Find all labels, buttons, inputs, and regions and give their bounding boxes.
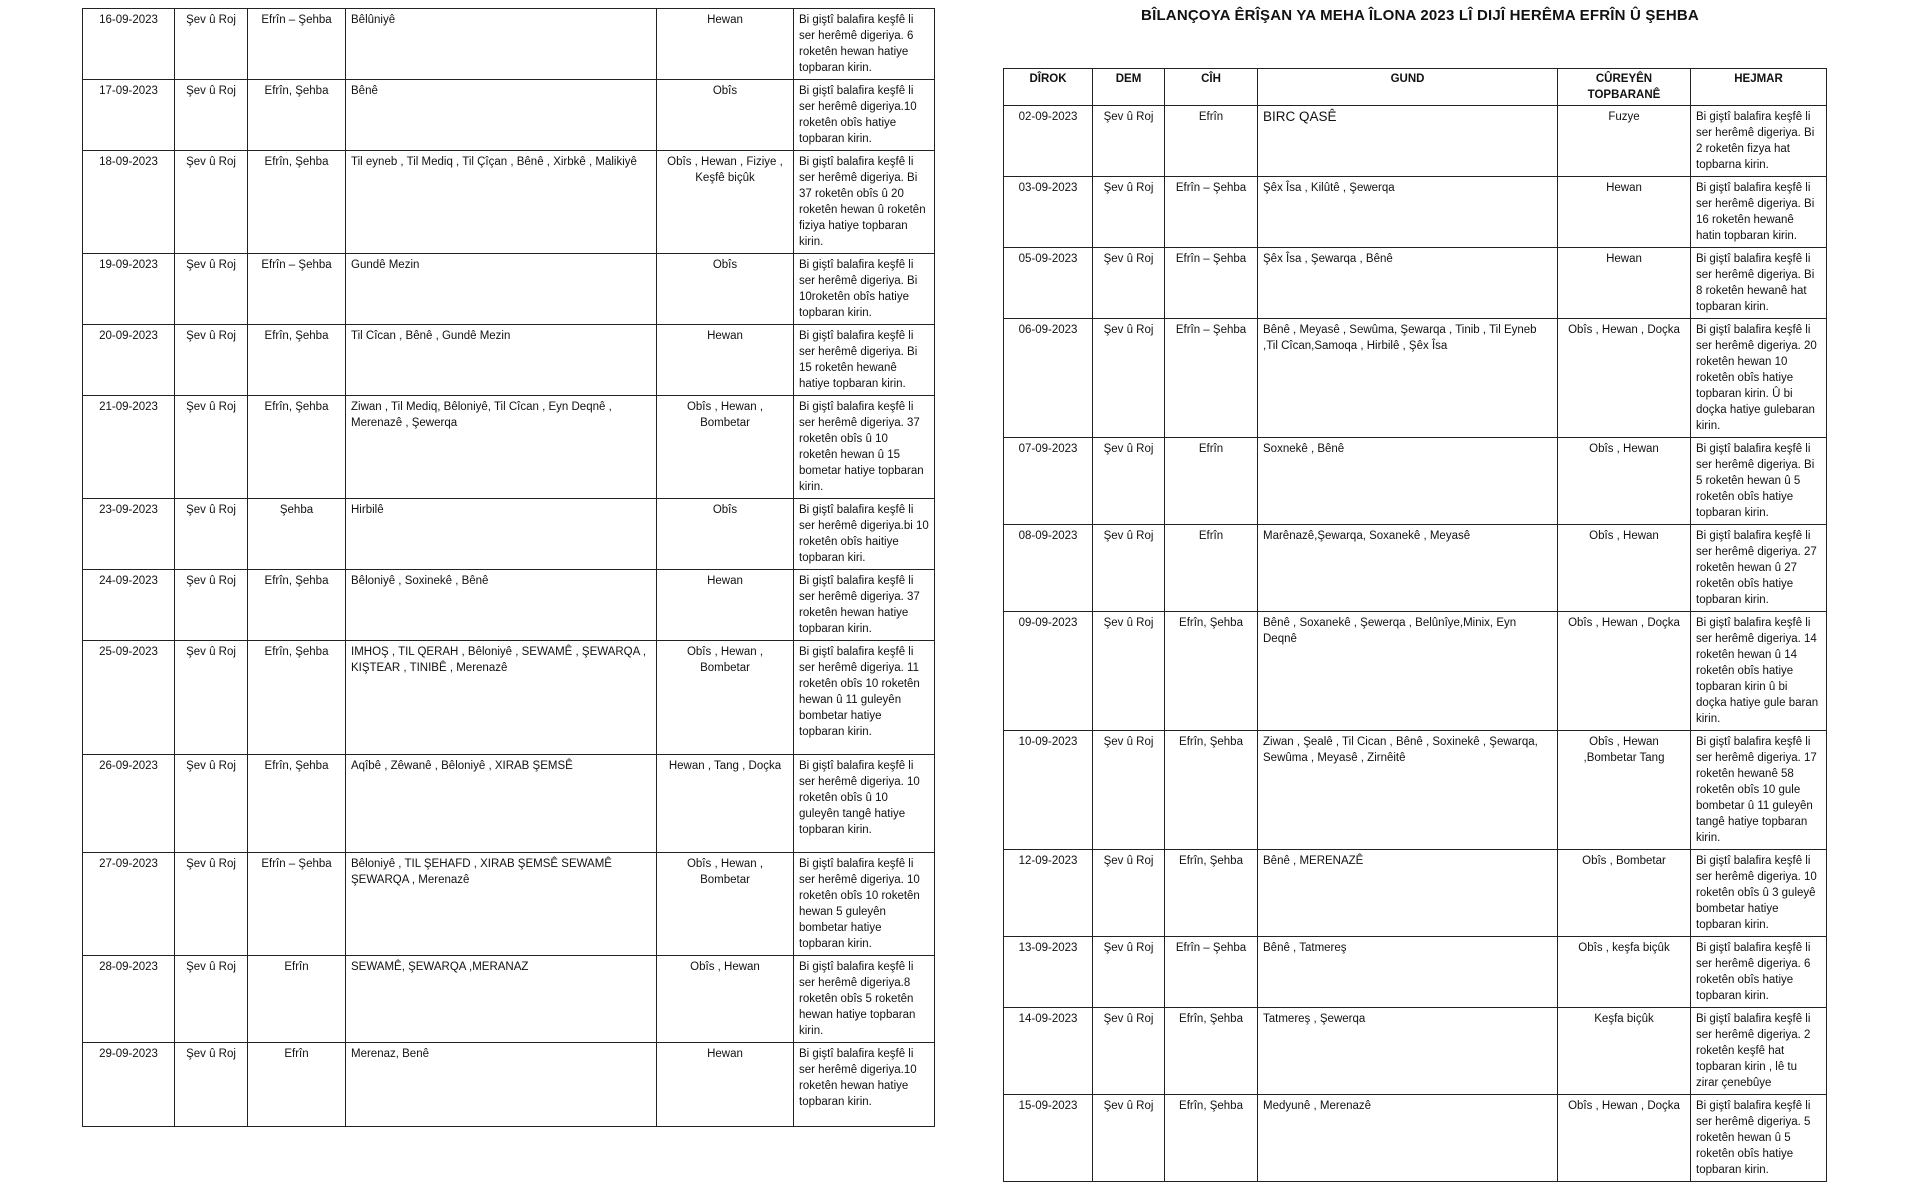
cell-hejmar: Bi giştî balafira keşfê li ser herêmê digeriya. Bi 15 roketên hewanê hatiye topbaran kirin. xyxy=(794,325,935,396)
cell-date: 09-09-2023 xyxy=(1004,612,1093,731)
cell-topbarane: Obîs , Hewan , Bombetar xyxy=(657,853,794,956)
right-attack-table xyxy=(1003,68,1827,1182)
cell-gund: Şêx Îsa , Kilûtê , Şewerqa xyxy=(1258,177,1558,248)
cell-date: 25-09-2023 xyxy=(83,641,175,755)
cell-date: 27-09-2023 xyxy=(83,853,175,956)
cell-hejmar: Bi giştî balafira keşfê li ser herêmê digeriya. 17 roketên hewanê 58 roketên obîs 10 gule bombetar û 11 guleyên tangê hatiye topbaran kirin. xyxy=(1691,731,1827,850)
cell-hejmar: Bi giştî balafira keşfê li ser herêmê digeriya. 10 roketên obîs 10 roketên hewan 5 guleyên bombetar hatiye topbaran kirin. xyxy=(794,853,935,956)
cell-cih: Efrîn – Şehba xyxy=(1165,319,1258,438)
cell-cih: Efrîn, Şehba xyxy=(1165,731,1258,850)
cell-hejmar: Bi giştî balafira keşfê li ser herêmê digeriya.10 roketên hewan hatiye topbaran kirin. xyxy=(794,1043,935,1127)
cell-topbarane: Obîs , Hewan , Bombetar xyxy=(657,396,794,499)
cell-dem: Şev û Roj xyxy=(175,80,248,151)
cell-topbarane: Hewan xyxy=(657,1043,794,1127)
cell-date: 17-09-2023 xyxy=(83,80,175,151)
cell-topbarane: Obîs , Hewan , Doçka xyxy=(1558,1095,1691,1182)
cell-topbarane: Hewan xyxy=(657,9,794,80)
cell-dem: Şev û Roj xyxy=(175,151,248,254)
cell-cih: Efrîn, Şehba xyxy=(1165,1008,1258,1095)
cell-hejmar: Bi giştî balafira keşfê li ser herêmê digeriya. 20 roketên hewan 10 roketên obîs hatiye topbaran kirin. Û bi doçka hatiye gulebaran kirin. xyxy=(1691,319,1827,438)
cell-cih: Efrîn, Şehba xyxy=(248,396,346,499)
header-gund: GUND xyxy=(1258,69,1558,106)
cell-topbarane: Obîs xyxy=(657,499,794,570)
cell-date: 10-09-2023 xyxy=(1004,731,1093,850)
cell-hejmar: Bi giştî balafira keşfê li ser herêmê digeriya. 6 roketên hewan hatiye topbaran kirin. xyxy=(794,9,935,80)
cell-gund: Ziwan , Şealê , Til Cican , Bênê , Soxinekê , Şewarqa, Sewûma , Meyasê , Zirnêitê xyxy=(1258,731,1558,850)
cell-dem: Şev û Roj xyxy=(1093,850,1165,937)
cell-topbarane: Obîs , Hewan , Fiziye , Keşfê biçûk xyxy=(657,151,794,254)
table-row xyxy=(83,499,935,570)
table-row xyxy=(83,9,935,80)
cell-date: 21-09-2023 xyxy=(83,396,175,499)
cell-date: 24-09-2023 xyxy=(83,570,175,641)
cell-dem: Şev û Roj xyxy=(175,956,248,1043)
cell-topbarane: Obîs , Bombetar xyxy=(1558,850,1691,937)
header-date: DÎROK xyxy=(1004,69,1093,106)
cell-gund: Şêx Îsa , Şewarqa , Bênê xyxy=(1258,248,1558,319)
table-row xyxy=(83,956,935,1043)
cell-gund: BIRC QASÊ xyxy=(1258,106,1558,177)
cell-hejmar: Bi giştî balafira keşfê li ser herêmê digeriya. Bi 16 roketên hewanê hatin topbaran kirin. xyxy=(1691,177,1827,248)
cell-cih: Şehba xyxy=(248,499,346,570)
cell-topbarane: Hewan , Tang , Doçka xyxy=(657,755,794,853)
header-hejmar: HEJMAR xyxy=(1691,69,1827,106)
table-row xyxy=(1004,937,1827,1008)
cell-dem: Şev û Roj xyxy=(1093,248,1165,319)
cell-hejmar: Bi giştî balafira keşfê li ser herêmê digeriya. 2 roketên keşfê hat topbaran kirin , lê tu zirar çenebûye xyxy=(1691,1008,1827,1095)
cell-dem: Şev û Roj xyxy=(175,499,248,570)
cell-date: 28-09-2023 xyxy=(83,956,175,1043)
cell-topbarane: Obîs , Hewan , Doçka xyxy=(1558,612,1691,731)
cell-date: 08-09-2023 xyxy=(1004,525,1093,612)
cell-gund: Medyunê , Merenazê xyxy=(1258,1095,1558,1182)
cell-cih: Efrîn xyxy=(1165,106,1258,177)
cell-dem: Şev û Roj xyxy=(1093,438,1165,525)
table-row xyxy=(1004,525,1827,612)
table-row xyxy=(1004,1095,1827,1182)
cell-cih: Efrîn, Şehba xyxy=(1165,850,1258,937)
cell-date: 12-09-2023 xyxy=(1004,850,1093,937)
cell-gund: Bêloniyê , Soxinekê , Bênê xyxy=(346,570,657,641)
cell-topbarane: Obîs , Hewan , Bombetar xyxy=(657,641,794,755)
cell-dem: Şev û Roj xyxy=(1093,319,1165,438)
right-table-body xyxy=(1004,106,1827,1182)
cell-date: 29-09-2023 xyxy=(83,1043,175,1127)
cell-cih: Efrîn, Şehba xyxy=(248,570,346,641)
cell-topbarane: Obîs , Hewan xyxy=(657,956,794,1043)
cell-gund: Bêlûniyê xyxy=(346,9,657,80)
table-row xyxy=(1004,177,1827,248)
cell-dem: Şev û Roj xyxy=(175,9,248,80)
cell-gund: Marênazê,Şewarqa, Soxanekê , Meyasê xyxy=(1258,525,1558,612)
cell-dem: Şev û Roj xyxy=(1093,106,1165,177)
table-row xyxy=(83,254,935,325)
cell-date: 26-09-2023 xyxy=(83,755,175,853)
cell-gund: IMHOŞ , TIL QERAH , Bêloniyê , SEWAMÊ , ŞEWARQA , KIŞTEAR , TINIBÊ , Merenazê xyxy=(346,641,657,755)
cell-topbarane: Keşfa biçûk xyxy=(1558,1008,1691,1095)
cell-cih: Efrîn xyxy=(1165,438,1258,525)
cell-cih: Efrîn xyxy=(248,956,346,1043)
cell-dem: Şev û Roj xyxy=(175,641,248,755)
cell-gund: Aqîbê , Zêwanê , Bêloniyê , XIRAB ŞEMSÊ xyxy=(346,755,657,853)
cell-dem: Şev û Roj xyxy=(175,396,248,499)
table-row xyxy=(1004,106,1827,177)
cell-cih: Efrîn, Şehba xyxy=(1165,612,1258,731)
report-title: BÎLANÇOYA ÊRÎŞAN YA MEHA ÎLONA 2023 LÎ DIJÎ HERÊMA EFRÎN Û ŞEHBA xyxy=(1141,7,1699,24)
cell-hejmar: Bi giştî balafira keşfê li ser herêmê digeriya. 27 roketên hewan û 27 roketên obîs hatiye topbaran kirin. xyxy=(1691,525,1827,612)
table-row xyxy=(83,151,935,254)
cell-dem: Şev û Roj xyxy=(1093,525,1165,612)
cell-cih: Efrîn, Şehba xyxy=(248,151,346,254)
left-attack-table xyxy=(82,8,935,1127)
cell-date: 23-09-2023 xyxy=(83,499,175,570)
cell-date: 06-09-2023 xyxy=(1004,319,1093,438)
cell-topbarane: Obîs , Hewan ,Bombetar Tang xyxy=(1558,731,1691,850)
cell-topbarane: Obîs xyxy=(657,254,794,325)
cell-dem: Şev û Roj xyxy=(175,853,248,956)
cell-topbarane: Hewan xyxy=(657,325,794,396)
cell-dem: Şev û Roj xyxy=(1093,612,1165,731)
table-row xyxy=(83,325,935,396)
cell-hejmar: Bi giştî balafira keşfê li ser herêmê digeriya.10 roketên obîs hatiye topbaran kirin. xyxy=(794,80,935,151)
table-row xyxy=(83,570,935,641)
cell-cih: Efrîn, Şehba xyxy=(1165,1095,1258,1182)
header-dem: DEM xyxy=(1093,69,1165,106)
cell-gund: Tatmereş , Şewerqa xyxy=(1258,1008,1558,1095)
cell-gund: Bênê , MERENAZÊ xyxy=(1258,850,1558,937)
cell-hejmar: Bi giştî balafira keşfê li ser herêmê digeriya. Bi 8 roketên hewanê hat topbaran kirin. xyxy=(1691,248,1827,319)
cell-gund: Bênê , Meyasê , Sewûma, Şewarqa , Tinib , Til Eyneb ,Til Cîcan,Samoqa , Hirbilê , Şêx Îsa xyxy=(1258,319,1558,438)
table-row xyxy=(83,396,935,499)
cell-dem: Şev û Roj xyxy=(175,325,248,396)
cell-topbarane: Obîs xyxy=(657,80,794,151)
cell-date: 03-09-2023 xyxy=(1004,177,1093,248)
cell-cih: Efrîn xyxy=(248,1043,346,1127)
cell-gund: Soxnekê , Bênê xyxy=(1258,438,1558,525)
cell-cih: Efrîn, Şehba xyxy=(248,641,346,755)
cell-date: 05-09-2023 xyxy=(1004,248,1093,319)
table-row xyxy=(83,1043,935,1127)
cell-topbarane: Hewan xyxy=(657,570,794,641)
table-row xyxy=(1004,850,1827,937)
cell-date: 13-09-2023 xyxy=(1004,937,1093,1008)
cell-gund: Bênê xyxy=(346,80,657,151)
cell-gund: Ziwan , Til Mediq, Bêloniyê, Til Cîcan , Eyn Deqnê , Merenazê , Şewerqa xyxy=(346,396,657,499)
table-row xyxy=(1004,731,1827,850)
cell-cih: Efrîn, Şehba xyxy=(248,80,346,151)
header-cih: CÎH xyxy=(1165,69,1258,106)
cell-dem: Şev û Roj xyxy=(1093,1095,1165,1182)
cell-hejmar: Bi giştî balafira keşfê li ser herêmê digeriya. 6 roketên obîs hatiye topbaran kirin. xyxy=(1691,937,1827,1008)
cell-topbarane: Hewan xyxy=(1558,177,1691,248)
cell-gund: Gundê Mezin xyxy=(346,254,657,325)
table-row xyxy=(83,80,935,151)
table-row xyxy=(1004,248,1827,319)
cell-cih: Efrîn xyxy=(1165,525,1258,612)
cell-topbarane: Obîs , Hewan xyxy=(1558,525,1691,612)
cell-hejmar: Bi giştî balafira keşfê li ser herêmê digeriya. Bi 2 roketên fizya hat topbarna kirin. xyxy=(1691,106,1827,177)
cell-hejmar: Bi giştî balafira keşfê li ser herêmê digeriya.8 roketên obîs 5 roketên hewan hatiye topbaran kirin. xyxy=(794,956,935,1043)
cell-date: 14-09-2023 xyxy=(1004,1008,1093,1095)
cell-dem: Şev û Roj xyxy=(175,755,248,853)
cell-hejmar: Bi giştî balafira keşfê li ser herêmê digeriya.bi 10 roketên obîs haitiye topbaran kiri. xyxy=(794,499,935,570)
cell-date: 07-09-2023 xyxy=(1004,438,1093,525)
cell-gund: Bênê , Soxanekê , Şewerqa , Belûnîye,Minix, Eyn Deqnê xyxy=(1258,612,1558,731)
table-row xyxy=(1004,438,1827,525)
cell-gund: Hirbilê xyxy=(346,499,657,570)
cell-gund: Bêloniyê , TIL ŞEHAFD , XIRAB ŞEMSÊ SEWAMÊ ŞEWARQA , Merenazê xyxy=(346,853,657,956)
cell-date: 20-09-2023 xyxy=(83,325,175,396)
cell-cih: Efrîn – Şehba xyxy=(1165,248,1258,319)
cell-hejmar: Bi giştî balafira keşfê li ser herêmê digeriya. 5 roketên hewan û 5 roketên obîs hatiye topbaran kirin. xyxy=(1691,1095,1827,1182)
cell-cih: Efrîn – Şehba xyxy=(248,853,346,956)
cell-cih: Efrîn, Şehba xyxy=(248,755,346,853)
cell-hejmar: Bi giştî balafira keşfê li ser herêmê digeriya. 11 roketên obîs 10 roketên hewan û 11 guleyên bombetar hatiye topbaran kirin. xyxy=(794,641,935,755)
cell-hejmar: Bi giştî balafira keşfê li ser herêmê digeriya. Bi 10roketên obîs hatiye topbaran kirin. xyxy=(794,254,935,325)
cell-cih: Efrîn – Şehba xyxy=(248,254,346,325)
cell-hejmar: Bi giştî balafira keşfê li ser herêmê digeriya. 10 roketên obîs û 3 guleyê bombetar hatiye topbaran kirin. xyxy=(1691,850,1827,937)
cell-date: 02-09-2023 xyxy=(1004,106,1093,177)
cell-hejmar: Bi giştî balafira keşfê li ser herêmê digeriya. Bi 37 roketên obîs û 20 roketên hewan û roketên fiziya hatiye topbaran kirin. xyxy=(794,151,935,254)
cell-dem: Şev û Roj xyxy=(175,254,248,325)
cell-dem: Şev û Roj xyxy=(1093,937,1165,1008)
cell-dem: Şev û Roj xyxy=(1093,731,1165,850)
cell-topbarane: Obîs , Hewan xyxy=(1558,438,1691,525)
cell-gund: Bênê , Tatmereş xyxy=(1258,937,1558,1008)
cell-date: 16-09-2023 xyxy=(83,9,175,80)
cell-dem: Şev û Roj xyxy=(175,1043,248,1127)
table-row xyxy=(1004,612,1827,731)
cell-date: 19-09-2023 xyxy=(83,254,175,325)
header-row xyxy=(1004,69,1827,106)
cell-topbarane: Obîs , keşfa biçûk xyxy=(1558,937,1691,1008)
cell-date: 15-09-2023 xyxy=(1004,1095,1093,1182)
cell-cih: Efrîn – Şehba xyxy=(1165,937,1258,1008)
table-row xyxy=(83,755,935,853)
left-table-body xyxy=(83,9,935,1127)
cell-date: 18-09-2023 xyxy=(83,151,175,254)
cell-topbarane: Obîs , Hewan , Doçka xyxy=(1558,319,1691,438)
cell-dem: Şev û Roj xyxy=(175,570,248,641)
cell-topbarane: Hewan xyxy=(1558,248,1691,319)
cell-gund: Til eyneb , Til Mediq , Til Çîçan , Bênê , Xirbkê , Malikiyê xyxy=(346,151,657,254)
table-row xyxy=(1004,1008,1827,1095)
cell-topbarane: Fuzye xyxy=(1558,106,1691,177)
cell-cih: Efrîn, Şehba xyxy=(248,325,346,396)
cell-hejmar: Bi giştî balafira keşfê li ser herêmê digeriya. 37 roketên hewan hatiye topbaran kirin. xyxy=(794,570,935,641)
cell-dem: Şev û Roj xyxy=(1093,1008,1165,1095)
cell-dem: Şev û Roj xyxy=(1093,177,1165,248)
cell-hejmar: Bi giştî balafira keşfê li ser herêmê digeriya. 10 roketên obîs û 10 guleyên tangê hatiye topbaran kirin. xyxy=(794,755,935,853)
cell-gund: Til Cîcan , Bênê , Gundê Mezin xyxy=(346,325,657,396)
table-row xyxy=(83,641,935,755)
table-row xyxy=(83,853,935,956)
cell-cih: Efrîn – Şehba xyxy=(248,9,346,80)
cell-cih: Efrîn – Şehba xyxy=(1165,177,1258,248)
cell-gund: SEWAMÊ, ŞEWARQA ,MERANAZ xyxy=(346,956,657,1043)
header-topbarane: CÛREYÊN TOPBARANÊ xyxy=(1558,69,1691,106)
cell-hejmar: Bi giştî balafira keşfê li ser herêmê digeriya. 37 roketên obîs û 10 roketên hewan û 15 bometar hatiye topbaran kirin. xyxy=(794,396,935,499)
cell-gund: Merenaz, Benê xyxy=(346,1043,657,1127)
cell-hejmar: Bi giştî balafira keşfê li ser herêmê digeriya. 14 roketên hewan û 14 roketên obîs hatiye topbaran kirin û bi doçka hatiye gule baran kirin. xyxy=(1691,612,1827,731)
cell-hejmar: Bi giştî balafira keşfê li ser herêmê digeriya. Bi 5 roketên hewan û 5 roketên obîs hatiye topbaran kirin. xyxy=(1691,438,1827,525)
table-row xyxy=(1004,319,1827,438)
